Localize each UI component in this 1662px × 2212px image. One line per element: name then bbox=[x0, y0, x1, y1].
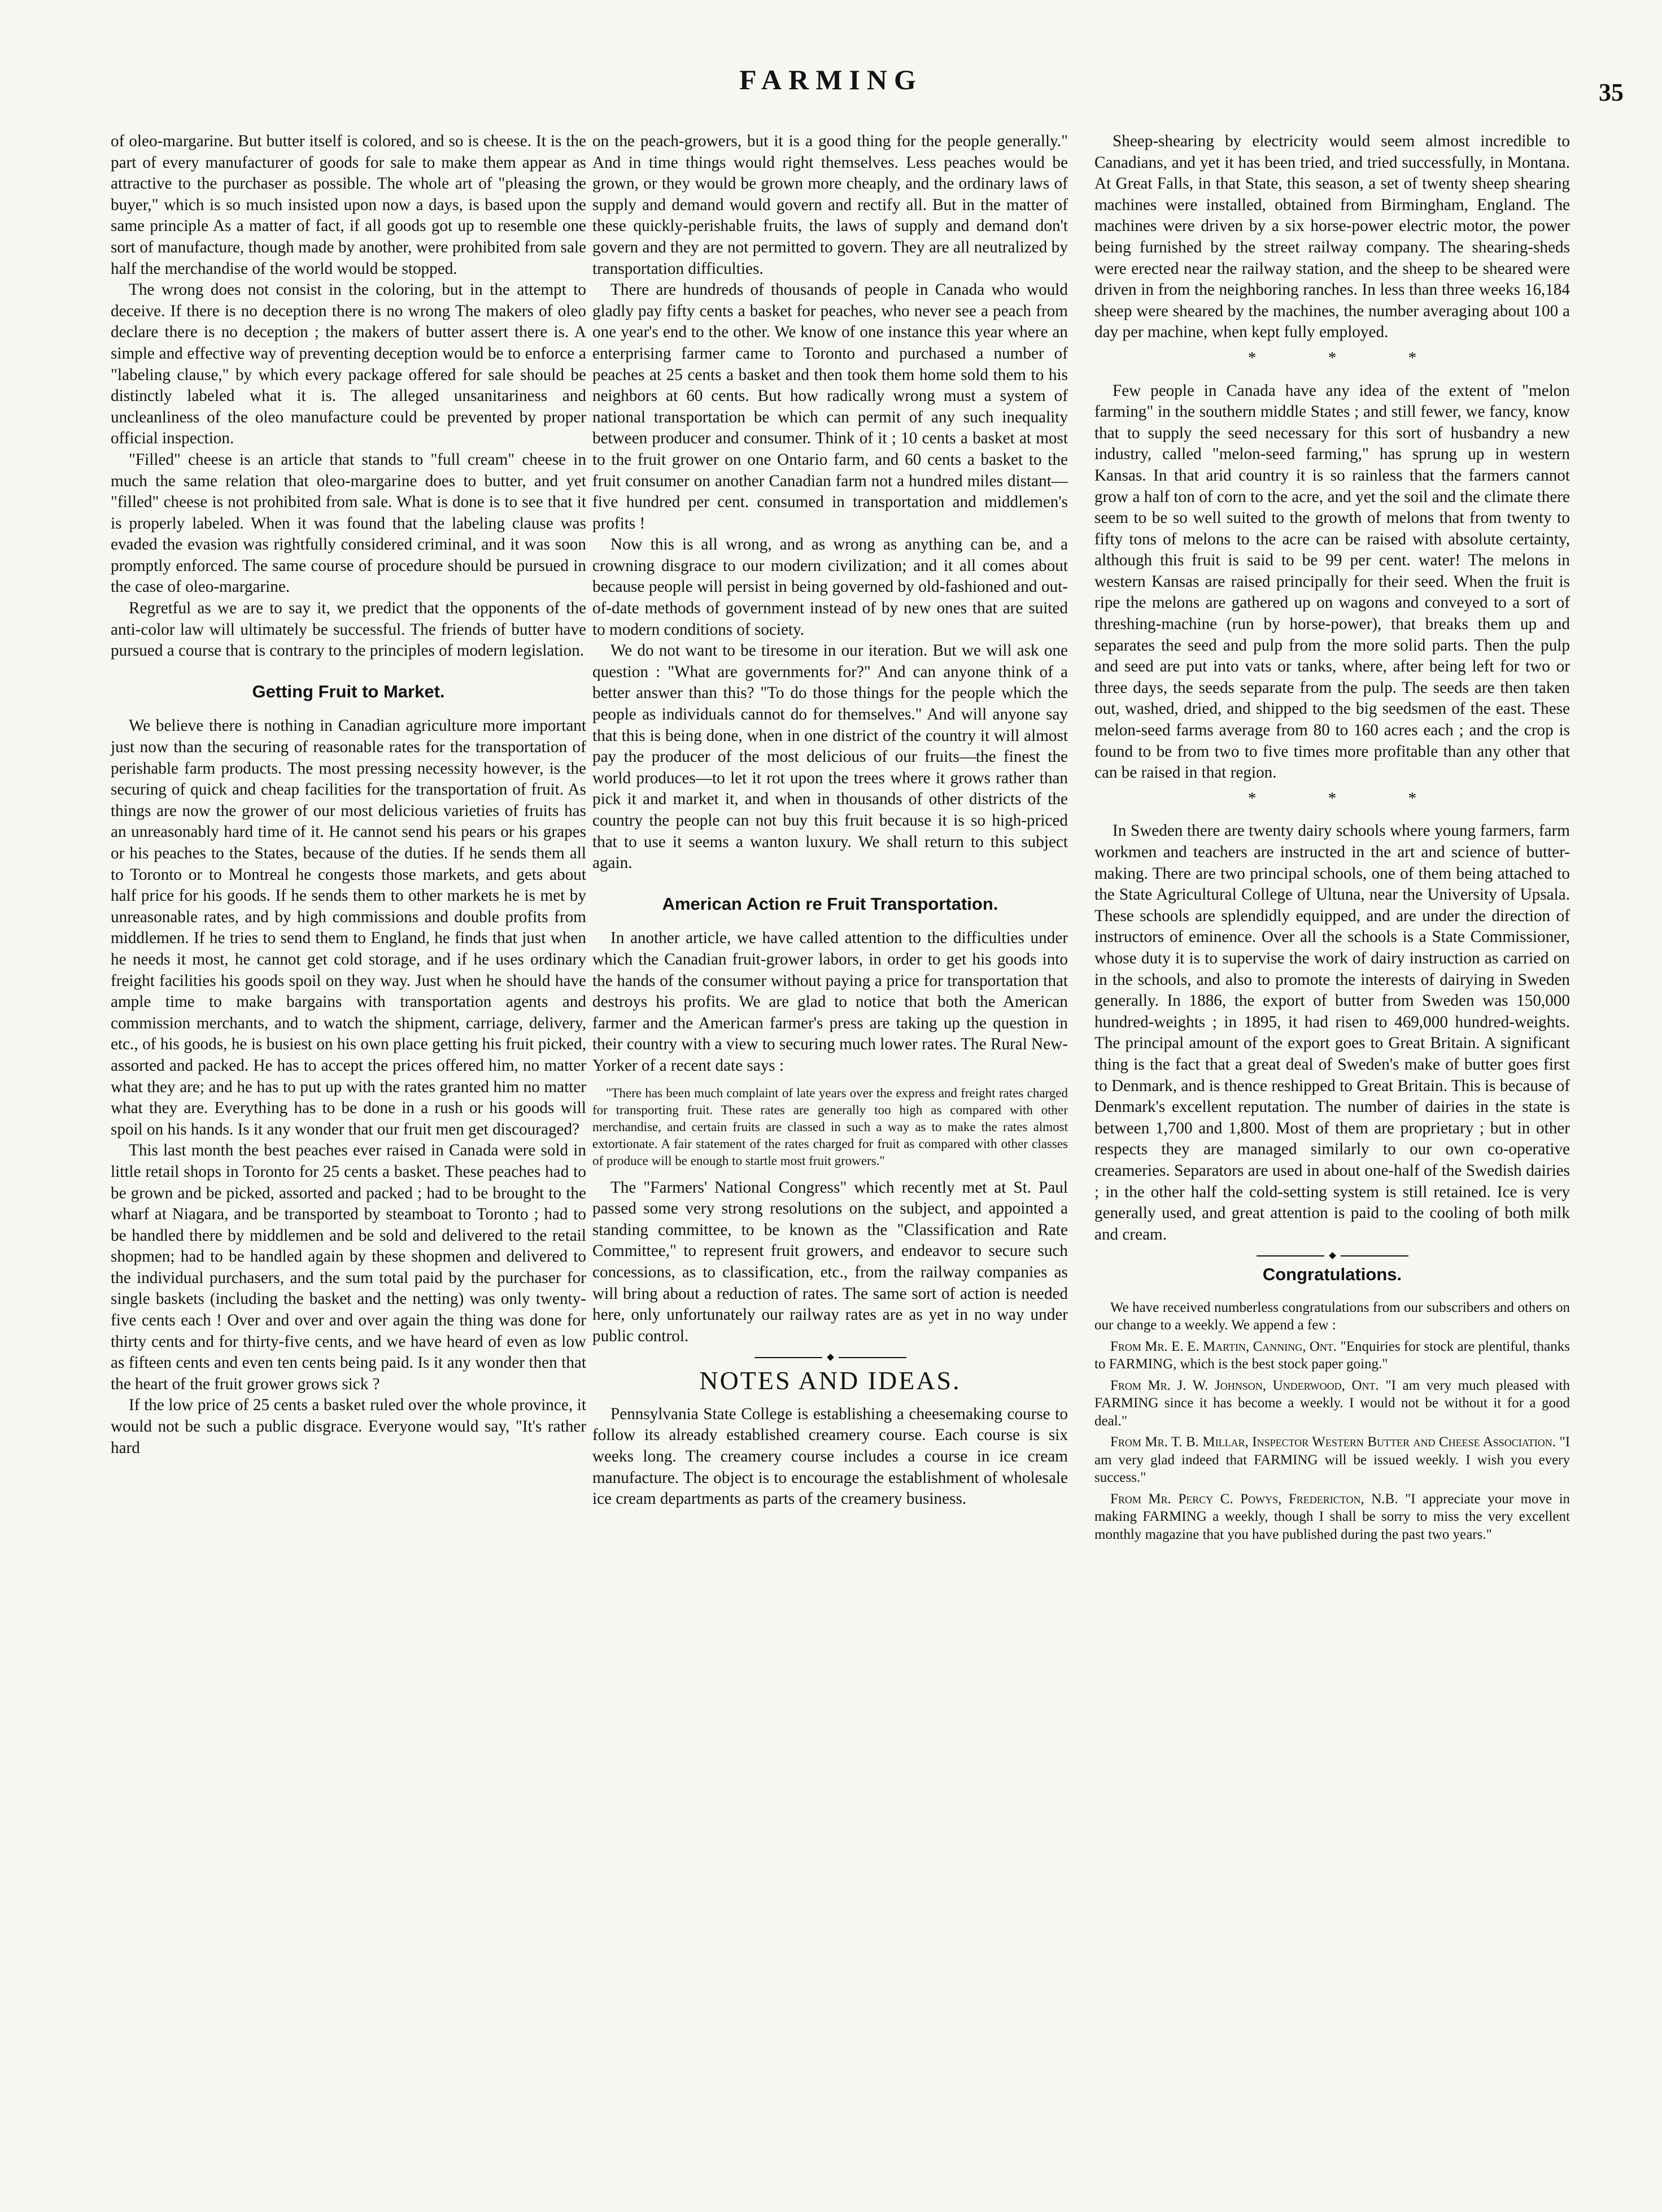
column-1 bbox=[111, 131, 586, 1459]
paragraph: of oleo-margarine. But butter itself is colored, and so is cheese. It is the part of every manufacturer of goods for sale to make them appear as attractive to the purchaser as possible. The whole art of "pleasing the buyer," which is so much insisted upon now a days, is based upon the same principle As a matter of fact, if all goods got up to resemble one sort of manufacture, though made by another, were prohibited from sale half the merchandise of the world would be stopped. bbox=[111, 132, 586, 278]
column-3 bbox=[1094, 131, 1570, 1547]
letter-from: From Mr. E. E. Martin, Canning, Ont. bbox=[1110, 1338, 1337, 1354]
letter-text: "Enquiries for stock are plentiful, thanks to FARMING, which is the best stock paper going." bbox=[1094, 1338, 1571, 1372]
block-quote bbox=[592, 1085, 1068, 1170]
letter-text: "I appreciate your move in making FARMING a weekly, though I shall be sorry to miss the very excellent monthly magazine that you have published during the past two years." bbox=[1094, 1491, 1571, 1542]
separator-stars: * * * bbox=[1247, 789, 1451, 808]
section-divider bbox=[592, 1355, 1068, 1360]
section-divider bbox=[1094, 1253, 1570, 1258]
separator-stars: * * * bbox=[1247, 348, 1451, 367]
paragraph: Regretful as we are to say it, we predict that the opponents of the anti-color law will ultimately be successful. The friends of butter have pursued a course that is contrary to the principles of modern legislation. bbox=[111, 599, 586, 660]
letter-item bbox=[1094, 1377, 1570, 1430]
section-title: NOTES AND IDEAS. bbox=[699, 1366, 961, 1395]
paragraph: Few people in Canada have any idea of the extent of "melon farming" in the southern middle States ; and still fewer, we fancy, know that to supply the seed necessary for this sort of husbandry a new industry, called "melon-seed farming," has sprung up in western Kansas. In that arid country it is so rainless that the farmers cannot grow a half ton of corn to the acre, and yet the soil and the climate there seem to be so well suited to the growth of melons that from twenty to fifty tons of melons to the acre can be raised with absolute certainty, although this fruit is said to be 99 per cent. water! The melons in western Kansas are raised principally for their seed. When the fruit is ripe the melons are gathered up on wagons and conveyed to a sort of threshing-machine (run by horse-power), that breaks them up and separates the seed and pulp from the more solid parts. Then the pulp and seed are put into vats or tanks, where, after being left for two or three days, the seeds separate from the pulp. The seeds are then taken out, washed, dried, and shipped to the big seedsmen of the east. These melon-seed farms average from 80 to 160 acres each ; and the crop is found to be from two to five times more profitable than any other that can be raised in that region. bbox=[1094, 381, 1570, 782]
masthead-title: FARMING bbox=[739, 64, 923, 95]
paragraph: We do not want to be tiresome in our iteration. But we will ask one question : "What are governments for?" And can anyone think of a better answer than this? "To do those things for the people which the people as individuals cannot do for themselves." And will anyone say that this is being done, when in one district of the country it will almost pay the producer of the most delicious of our fruits—the finest the world produces—to let it rot upon the trees where it grows rather than pick it and market it, and when in thousands of other districts of the country the people can not buy this fruit because it is so high-priced that to use it seems a wanton luxury. We shall return to this subject again. bbox=[592, 642, 1068, 872]
paragraph: "Filled" cheese is an article that stands to "full cream" cheese in much the same relation that oleo-margarine does to butter, and yet "filled" cheese is not prohibited from sale. What is done is to see that it is properly labeled. When it was found that the labeling clause was evaded the evasion was rightfully considered criminal, and it was soon promptly enforced. The same course of procedure should be pursued in the case of oleo-margarine. bbox=[111, 450, 586, 596]
page-number: 35 bbox=[1599, 78, 1624, 106]
paragraph: This last month the best peaches ever raised in Canada were sold in little retail shops in Toronto for 25 cents a basket. These peaches had to be grown and be picked, assorted and packed ; had to be brought to the wharf at Niagara, and be transported by steamboat to Toronto ; had to be handled there by middlemen and be sold and delivered to the retail shopmen; had to be handled again by these shopmen and delivered to the individual purchasers, and the sum total paid by the purchaser for single baskets (including the basket and the netting) was only twenty-five cents each ! Over and over and over again the thing was done for thirty cents and for thirty-five cents, and we have heard of even as low as fifteen cents and even ten cents being paid. Is it any wonder then that the heart of the fruit grower grows sick ? bbox=[111, 1141, 586, 1393]
paragraph: In another article, we have called attention to the difficulties under which the Canadian fruit-grower labors, in order to get his goods into the hands of the consumer without paying a price for transportation that destroys his profits. We are glad to notice that both the American farmer and the American farmer's press are taking up the question in their country with a view to securing much lower rates. The Rural New-Yorker of a recent date says : bbox=[592, 929, 1068, 1075]
letter-item bbox=[1094, 1490, 1570, 1544]
paragraph: Sheep-shearing by electricity would seem almost incredible to Canadians, and yet it has been tried, and tried successfully, in Montana. At Great Falls, in that State, this season, a set of twenty sheep shearing machines were installed, obtained from Birmingham, England. The machines were driven by a six horse-power electric motor, the power being furnished by the street railway company. The shearing-sheds were erected near the railway station, and the sheep to be sheared were driven in from the neighboring ranches. In less than three weeks 16,184 sheep were sheared by the machines, the number averaging about 100 a day per machine, when kept fully employed. bbox=[1094, 132, 1570, 342]
paragraph: The "Farmers' National Congress" which recently met at St. Paul passed some very strong resolutions on the subject, and appointed a standing committee, to be known as the "Classification and Rate Committee," to represent fruit growers, and endeavor to secure such concessions, as to classification, etc., from the railway companies as will bring about a reduction of rates. The same sort of action is needed here, only unfortunately our railway rates are as yet in no way under public control. bbox=[592, 1178, 1068, 1345]
column-2 bbox=[592, 131, 1068, 1510]
intro-text: We have received numberless congratulations from our subscribers and others on our change to a weekly. We append a few : bbox=[1094, 1299, 1570, 1333]
letter-item bbox=[1094, 1338, 1570, 1373]
paragraph: Pennsylvania State College is establishing a cheesemaking course to follow its already established creamery course. Each course is six weeks long. The creamery course includes a course in ice cream manufacture. The object is to encourage the establishment of wholesale ice cream departments as parts of the creamery business. bbox=[592, 1404, 1068, 1508]
quote-text: "There has been much complaint of late years over the express and freight rates charged for transporting fruit. These rates are generally too high as compared with other merchandise, and certain fruits are classed in such a way as to make the rates almost extortionate. A fair statement of the rates charged for fruit as compared with other classes of produce will be enough to startle most fruit growers." bbox=[592, 1085, 1068, 1168]
article-heading: Getting Fruit to Market. bbox=[252, 681, 445, 701]
congratulations-block bbox=[1094, 1299, 1570, 1544]
letter-from: From Mr. Percy C. Powys, Fredericton, N.B. bbox=[1110, 1491, 1398, 1507]
paragraph: There are hundreds of thousands of people in Canada who would gladly pay fifty cents a basket for peaches, who never see a peach from one year's end to the other. We know of one instance this year where an enterprising farmer came to Toronto and purchased a number of peaches at 25 cents a basket and then took them home sold them to his neighbors at 60 cents. But how radically wrong must a system of national transportation be which can permit of any such inequality between producer and consumer. Think of it ; 10 cents a basket at most to the fruit grower on one Ontario farm, and 60 cents a basket to the fruit consumer on another Canadian farm not a hundred miles distant—five hundred per cent. consumed in transportation and middlemen's profits ! bbox=[592, 281, 1068, 533]
paragraph: If the low price of 25 cents a basket ruled over the whole province, it would not be such a public disgrace. Everyone would say, "It's rather hard bbox=[111, 1396, 586, 1457]
article-heading: Congratulations. bbox=[1262, 1264, 1402, 1285]
paragraph: The wrong does not consist in the coloring, but in the attempt to deceive. If there is no deception there is no wrong The makers of oleo declare there is no deception ; the makers of butter assert there is. A simple and effective way of preventing deception would be to enforce a "labeling clause," by which every package offered for sale should be distinctly labeled what it is. The alleged unsanitariness and uncleanliness of the oleo manufacture could be prevented by proper official inspection. bbox=[111, 281, 586, 448]
letter-text: "I am very glad indeed that FARMING will be issued weekly. I wish you every success." bbox=[1094, 1434, 1571, 1486]
letter-text: "I am very much pleased with FARMING since it has become a weekly. I would not be without it for a good deal." bbox=[1094, 1377, 1571, 1429]
article-heading: American Action re Fruit Transportation. bbox=[662, 893, 998, 914]
paragraph: Now this is all wrong, and as wrong as anything can be, and a crowning disgrace to our modern civilization; and it all comes about because people will persist in being governed by old-fashioned and out-of-date methods of government instead of by new ones that are suited to modern conditions of society. bbox=[592, 535, 1068, 639]
letter-from: From Mr. T. B. Millar, Inspector Western Butter and Cheese Association. bbox=[1110, 1434, 1556, 1450]
letter-from: From Mr. J. W. Johnson, Underwood, Ont. bbox=[1110, 1377, 1379, 1393]
paragraph: on the peach-growers, but it is a good thing for the people generally." And in time things would right themselves. Less peaches would be grown, or they would be grown more cheaply, and the ordinary laws of supply and demand would govern and rectify all. But in the matter of these quickly-perishable fruits, the laws of supply and demand don't govern and they are not permitted to govern. They are all neutralized by transportation difficulties. bbox=[592, 132, 1068, 278]
letter-item bbox=[1094, 1433, 1570, 1487]
paragraph: We believe there is nothing in Canadian agriculture more important just now than the securing of reasonable rates for the transportation of perishable farm products. The most pressing necessity however, is the securing of quick and cheap facilities for the transportation of fruit. As things are now the grower of our most delicious varieties of fruits has an unreasonably hard time of it. He cannot send his pears or his grapes or his peaches to the States, because of the duties. If he sends them all to Toronto or to Montreal he congests those markets, and gets about half price for his goods. If he sends them to other markets he is met by unreasonable rates, and by high commissions and double profits from middlemen. If he tries to send them to England, he finds that just when he needs it most, he cannot get cold storage, and if he uses ordinary freight facilities his goods spoil on they way. Just when he should have ample time to make bargains with transportation agents and commission merchants, and to watch the shipment, carriage, delivery, etc., of his goods, he is busiest on his own place getting his fruit picked, assorted and packed. He has to accept the prices offered him, no matter what they are; and he has to put up with the rates granted him no matter what they are. Everything has to be done in a rush or his goods will spoil on his hands. Is it any wonder that our fruit men get discouraged? bbox=[111, 717, 586, 1138]
paragraph: In Sweden there are twenty dairy schools where young farmers, farm workmen and teachers are instructed in the art and science of butter-making. There are two principal schools, one of them being attached to the State Agricultural College of Ultuna, near the University of Upsala. These schools are splendidly equipped, and are under the direction of instructors of eminence. Over all the schools is a State Commissioner, whose duty it is to supervise the work of dairy instruction as carried on in the schools, and also to promote the interests of dairying in Sweden generally. In 1886, the export of butter from Sweden was 150,000 hundred-weights ; in 1895, it had risen to 469,000 hundred-weights. The principal amount of the export goes to Great Britain. A significant thing is the fact that a great deal of Sweden's make of butter goes first to Denmark, and is thence reshipped to Great Britain. This is because of Denmark's excellent reputation. The number of dairies in the state is between 1,700 and 1,800. Most of them are proprietary ; but in other respects they are managed similarly to our own co-operative creameries. Separators are used in about one-half of the Swedish dairies ; in the other half the cold-setting system is still retained. Ice is very generally used, and great attention is paid to the cooling of both milk and cream. bbox=[1094, 822, 1570, 1244]
